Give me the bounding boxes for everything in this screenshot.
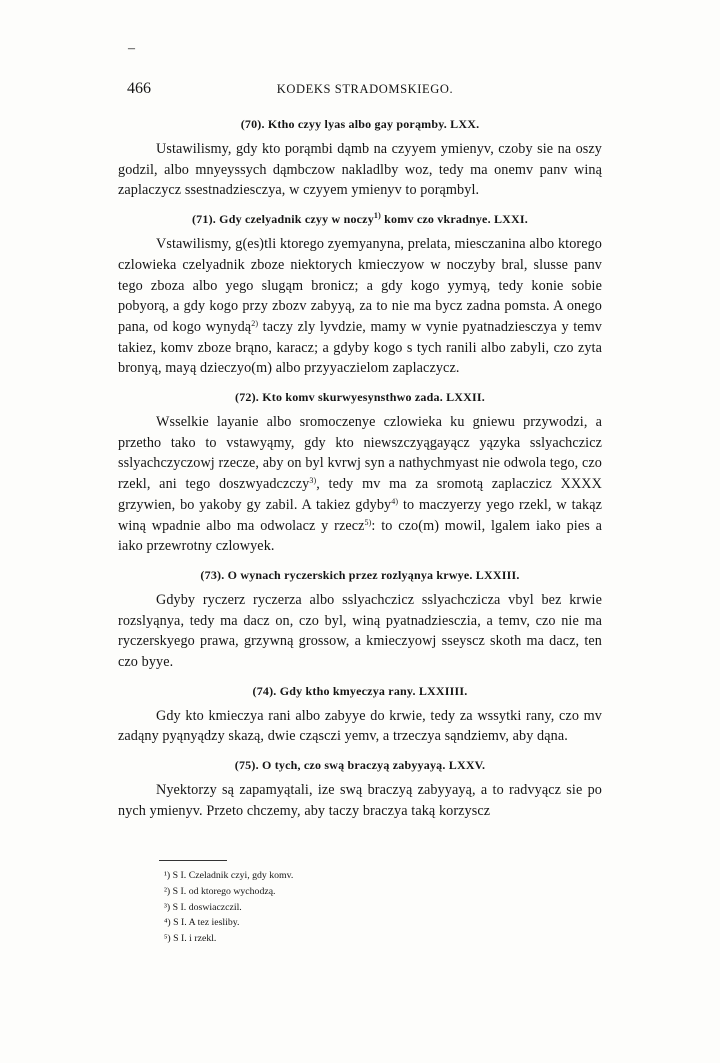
footnote: ¹) S I. Czeladnik czyi, gdy komv. (164, 870, 294, 881)
article-text-73: Gdyby ryczerz ryczerza albo sslyachczicz sslyachczicza vbyl bez krwie rozslyąnya, tedy ma dacz on, czo byl, winą pyatnadziesczia, a temv, czo nie ma ryczerskyego prawa, grzywną grossow, a kmieczyowj sseyscz skoth ma dacz, ten czo byye. (118, 591, 602, 671)
text-segment: to maczyerzy yego rzekl, w takąz winą wpadnie albo ma odwolacz y rzecz (118, 496, 603, 534)
article-text-71 (118, 234, 602, 379)
text-segment: , tedy mv ma za sromotą zaplaczicz XXXX grzywien, bo yakoby gy zabil. A takiez gdyby (118, 476, 602, 513)
text-segment: Vstawilismy, g(es)tli ktorego zyemyanyna, prelata, miesczanina albo ktorego czlowieka czelyadnik zboze niektorych kmieczyow w noczyby bral, slusse panv tego zboza albo yego slugąm bronicz; a gdy kogo yymyą, tedy konie sobie pobyorą, a gdy kogo przy zbozv zabyyą, za to nie ma bycz zadna pomsta. A onego pana, od kogo wynydą (118, 236, 602, 335)
article-title-73: (73). O wynach ryczerskich przez rozlyąnya krwye. LXXIII. (200, 567, 520, 582)
article-title-74: (74). Gdy ktho kmyeczya rany. LXXIIII. (252, 683, 468, 698)
footnote-divider (159, 860, 227, 861)
page-number: 466 (127, 80, 151, 97)
article-title-71-part: komv czo vkradnye. LXXI. (380, 212, 528, 227)
article-text-75: Nyektorzy są zapamyątali, ize swą braczyą zabyyayą, a to radvyącz sie po nych ymienyv. Przeto chczemy, aby taczy braczya taką korzyscz (118, 782, 602, 819)
article-text-74: Gdy kto kmieczya rani albo zabyye do krwie, tedy za wssytki rany, czo mv zadąny pyąnyądzy skazą, dwie cząsczi yemv, a trzeczya sąndziemv, aby dąna. (118, 707, 602, 745)
page-header (127, 80, 603, 100)
footnote: ⁵) S I. i rzekl. (164, 933, 217, 945)
article-title-70: (70). Ktho czyy lyas albo gay porąmby. LXX. (240, 117, 480, 131)
footnote-ref-3: 3) (309, 476, 317, 486)
text-segment: taczy zly lyvdzie, mamy w vynie pyatnadziesczya y temv takiez, komv zboze brąno, karacz; a gdyby kogo s tych ranili albo zabyli, czo zyta bronyą, mayą dzieczyo(m) albo przyyaczielom zaplaczycz. (118, 318, 602, 377)
footnote-ref-2: 2) (251, 318, 259, 328)
article-title-75: (75). O tych, czo swą braczyą zabyyayą. LXXV. (234, 758, 486, 773)
footnote-ref-1: 1) (373, 211, 381, 221)
footnote-ref-5: 5) (364, 517, 372, 527)
text-segment: Wsselkie layanie albo sromoczenye czlowieka ku gniewu przywodzi, a przetho tako to vstawyąmy, gdy kto niewszczyągayącz yązyka sslyachczicz sslyachczyczowj rzecze, aby on byl kvrwj syn a nathychmyast nie odwola tego, czo rzekl, ani tego doszwyadczczy (118, 414, 602, 493)
main-text (118, 114, 602, 830)
footnote-ref-4: 4) (391, 496, 399, 506)
article-title-72: (72). Kto komv skurwyesynsthwo zada. LXXII. (235, 390, 485, 405)
top-margin-mark: – (128, 41, 135, 56)
running-title: KODEKS STRADOMSKIEGO. (276, 82, 454, 96)
article-text-70: Ustawilismy, gdy kto porąmbi dąmb na czyyem ymienyv, czoby sie na oszy godzil, albo mnyeyssych dąmbczow nakladlby woz, tedy ma onemv panv winą zaplaczycz ssestnadziesczya, w czyyem ymienyv to porąmbyl. (118, 141, 602, 199)
article-text-72 (118, 412, 602, 557)
text-segment: : to czo(m) mowil, lgalem iako pies a iako przewrotny czlowyek. (118, 517, 603, 555)
footnote: ³) S I. doswiaczczil. (164, 901, 242, 913)
footnote: ²) S I. od ktorego wychodzą. (164, 885, 276, 897)
article-title-71-part: (71). Gdy czelyadnik czyy w noczy (191, 212, 374, 227)
footnotes (164, 868, 293, 947)
article-title-71 (118, 209, 602, 229)
footnote: ⁴) S I. A tez iesliby. (164, 917, 240, 929)
